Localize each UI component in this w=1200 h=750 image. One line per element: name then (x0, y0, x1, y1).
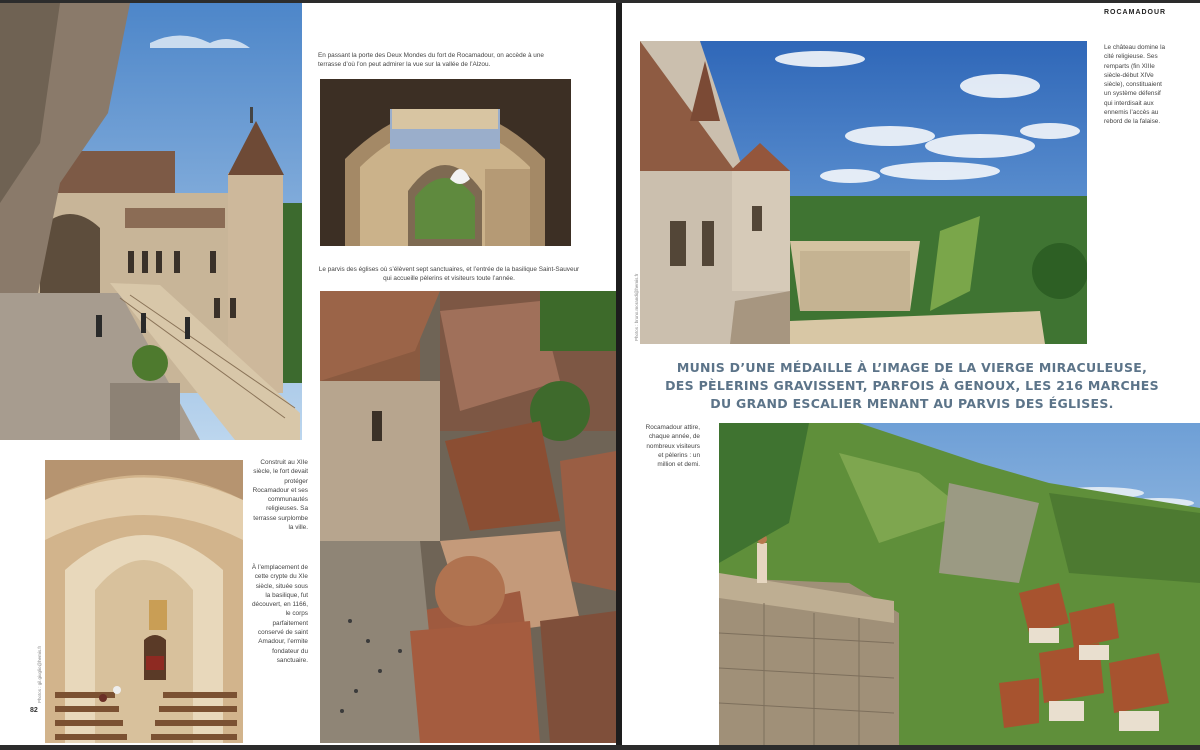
caption-castle: Le château domine la cité religieuse. Ses remparts (fin XIIIe siècle-début XIVe siècle), constituaient un système défensif qui interdisait aux ennemis l’accès au rebord de la falaise. (1104, 44, 1166, 126)
caption-porte-deux-mondes: En passant la porte des Deux Mondes du fort de Rocamadour, on accède à une terrasse d’où l’on peut admirer la vue sur la vallée de l’Alzou. (318, 52, 544, 69)
photo-credit-crypt: Photos : gil.giuglio@hemis.fr (37, 645, 42, 703)
right-page (622, 3, 1200, 745)
caption-crypt: À l’emplacement de cette crypte du XIe siècle, située sous la basilique, fut découvert, en 1166, le corps parfaitement conservé de saint Amadour, l’ermite fondateur du sanctuaire. (251, 564, 308, 664)
pullquote (662, 359, 1162, 412)
photo-valley-village (719, 423, 1200, 745)
photo-castle-ramparts (640, 41, 1087, 344)
caption-fort: Construit au XIIe siècle, le fort devait protéger Rocamadour et ses communautés religieuses. Sa terrasse surplombe la ville. (252, 459, 308, 531)
pullquote-line-1: MUNIS D’UNE MÉDAILLE À L’IMAGE DE LA VIERGE MIRACULEUSE, (676, 360, 1148, 375)
pullquote-line-2: DES PÈLERINS GRAVISSENT, PARFOIS À GENOUX, LES 216 MARCHES (665, 377, 1159, 393)
running-head: ROCAMADOUR (1104, 9, 1167, 16)
caption-parvis: Le parvis des églises où s’élèvent sept sanctuaires, et l’entrée de la basilique Saint-Sauveur qui accueille pèlerins et visiteurs toute l’année. (318, 266, 580, 283)
photo-credit-castle: Photos : bruno.morandi@hemis.fr (634, 273, 639, 341)
photo-parvis-aerial (320, 291, 616, 743)
photo-arch-passage (320, 79, 571, 246)
photo-crypt (45, 460, 243, 743)
photo-fort-terrace (0, 3, 302, 440)
pullquote-line-3: DU GRAND ESCALIER MENANT AU PARVIS DES ÉGLISES. (710, 395, 1114, 411)
page-number-left: 82 (30, 707, 38, 714)
caption-visitors: Rocamadour attire, chaque année, de nombreux visiteurs et pèlerins : un million et demi. (645, 424, 700, 469)
left-page (0, 3, 616, 745)
